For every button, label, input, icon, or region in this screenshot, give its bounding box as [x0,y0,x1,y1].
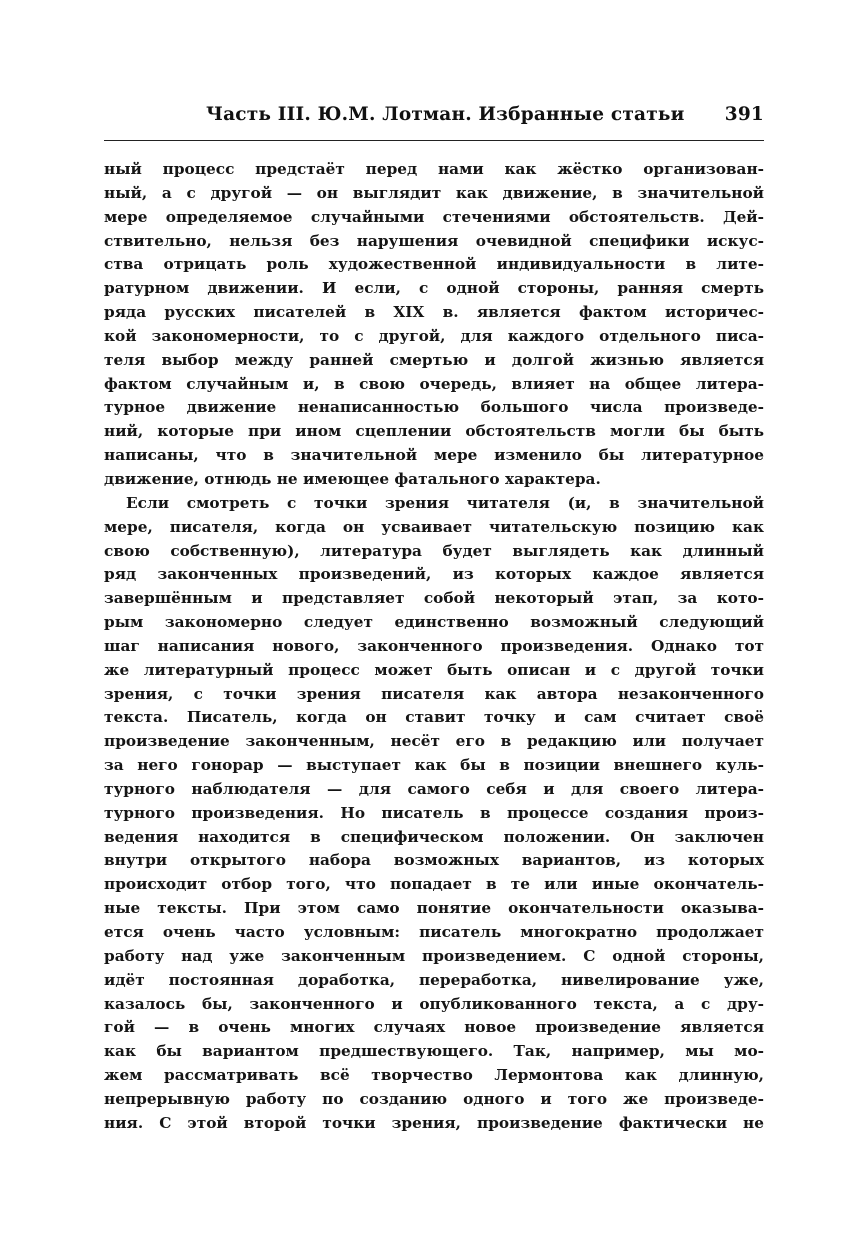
paragraph-1 [104,158,764,492]
text-line: ствительно, нельзя без нарушения очевидной специфики искус- [104,231,764,250]
text-line: произведение законченным, несёт его в редакцию или получает [104,732,764,751]
text-line: жем рассматривать всё творчество Лермонтова как длинную, [104,1066,764,1085]
text-line: рым закономерно следует единственно возможный следующий [104,613,764,632]
paragraph-2 [104,492,764,1136]
running-title: Часть III. Ю.М. Лотман. Избранные статьи [206,104,685,125]
text-line: ведения находится в специфическом положении. Он заключен [104,827,764,846]
text-line: теля выбор между ранней смертью и долгой жизнью является [104,350,764,369]
text-line: непрерывную работу по созданию одного и того же произведе- [104,1089,764,1108]
text-line: свою собственную), литература будет выглядеть как длинный [104,541,764,560]
text-line: Если смотреть с точки зрения читателя (и, в значительной [126,493,764,512]
text-line: же литературный процесс может быть описан и с другой точки [104,660,764,679]
text-line: ный, а с другой — он выглядит как движение, в значительной [104,183,764,202]
text-line: работу над уже законченным произведением. С одной стороны, [104,946,764,965]
text-line: ные тексты. При этом само понятие окончательности оказыва- [104,899,764,918]
text-line: как бы вариантом предшествующего. Так, например, мы мо- [104,1042,764,1061]
text-line: мере, писателя, когда он усваивает читательскую позицию как [104,517,764,536]
text-line: происходит отбор того, что попадает в те или иные окончатель- [104,875,764,894]
text-line: турного наблюдателя — для самого себя и для своего литера- [104,779,764,798]
running-head [104,104,764,132]
body-text [104,158,764,1136]
text-line: идёт постоянная доработка, переработка, нивелирование уже, [104,970,764,989]
text-line: кой закономерности, то с другой, для каждого отдельного писа- [104,326,764,345]
text-line: мере определяемое случайными стечениями обстоятельств. Дей- [104,207,764,226]
text-line: ства отрицать роль художественной индивидуальности в лите- [104,255,764,274]
text-line: за него гонорар — выступает как бы в позиции внешнего куль- [104,756,764,775]
text-line: шаг написания нового, законченного произведения. Однако тот [104,636,764,655]
text-line: зрения, с точки зрения писателя как автора незаконченного [104,684,764,703]
text-line: турного произведения. Но писатель в процессе создания произ- [104,803,764,822]
text-line: гой — в очень многих случаях новое произведение является [104,1018,764,1037]
text-line: ряд законченных произведений, из которых каждое является [104,565,764,584]
text-line: ряда русских писателей в XIX в. является фактом историчес- [104,303,764,322]
text-line: ний, которые при ином сцеплении обстоятельств могли бы быть [104,422,764,441]
text-line: казалось бы, законченного и опубликованного текста, а с дру- [104,994,764,1013]
text-line: движение, отнюдь не имеющее фатального характера. [104,469,601,488]
text-line: написаны, что в значительной мере изменило бы литературное [104,446,764,465]
header-rule [104,140,764,141]
text-line: ния. С этой второй точки зрения, произведение фактически не [104,1113,764,1132]
text-line: ется очень часто условным: писатель многократно продолжает [104,923,764,941]
page-number: 391 [724,104,764,125]
text-line: ный процесс предстаёт перед нами как жёстко организован- [104,160,764,178]
text-line: текста. Писатель, когда он ставит точку и сам считает своё [104,708,764,727]
text-line: турное движение ненаписанностью большого числа произведе- [104,398,764,417]
text-line: внутри открытого набора возможных вариантов, из которых [104,851,764,870]
text-line: завершённым и представляет собой некоторый этап, за кото- [104,589,764,608]
text-line: ратурном движении. И если, с одной стороны, ранняя смерть [104,279,764,298]
text-line: фактом случайным и, в свою очередь, влияет на общее литера- [104,374,764,393]
